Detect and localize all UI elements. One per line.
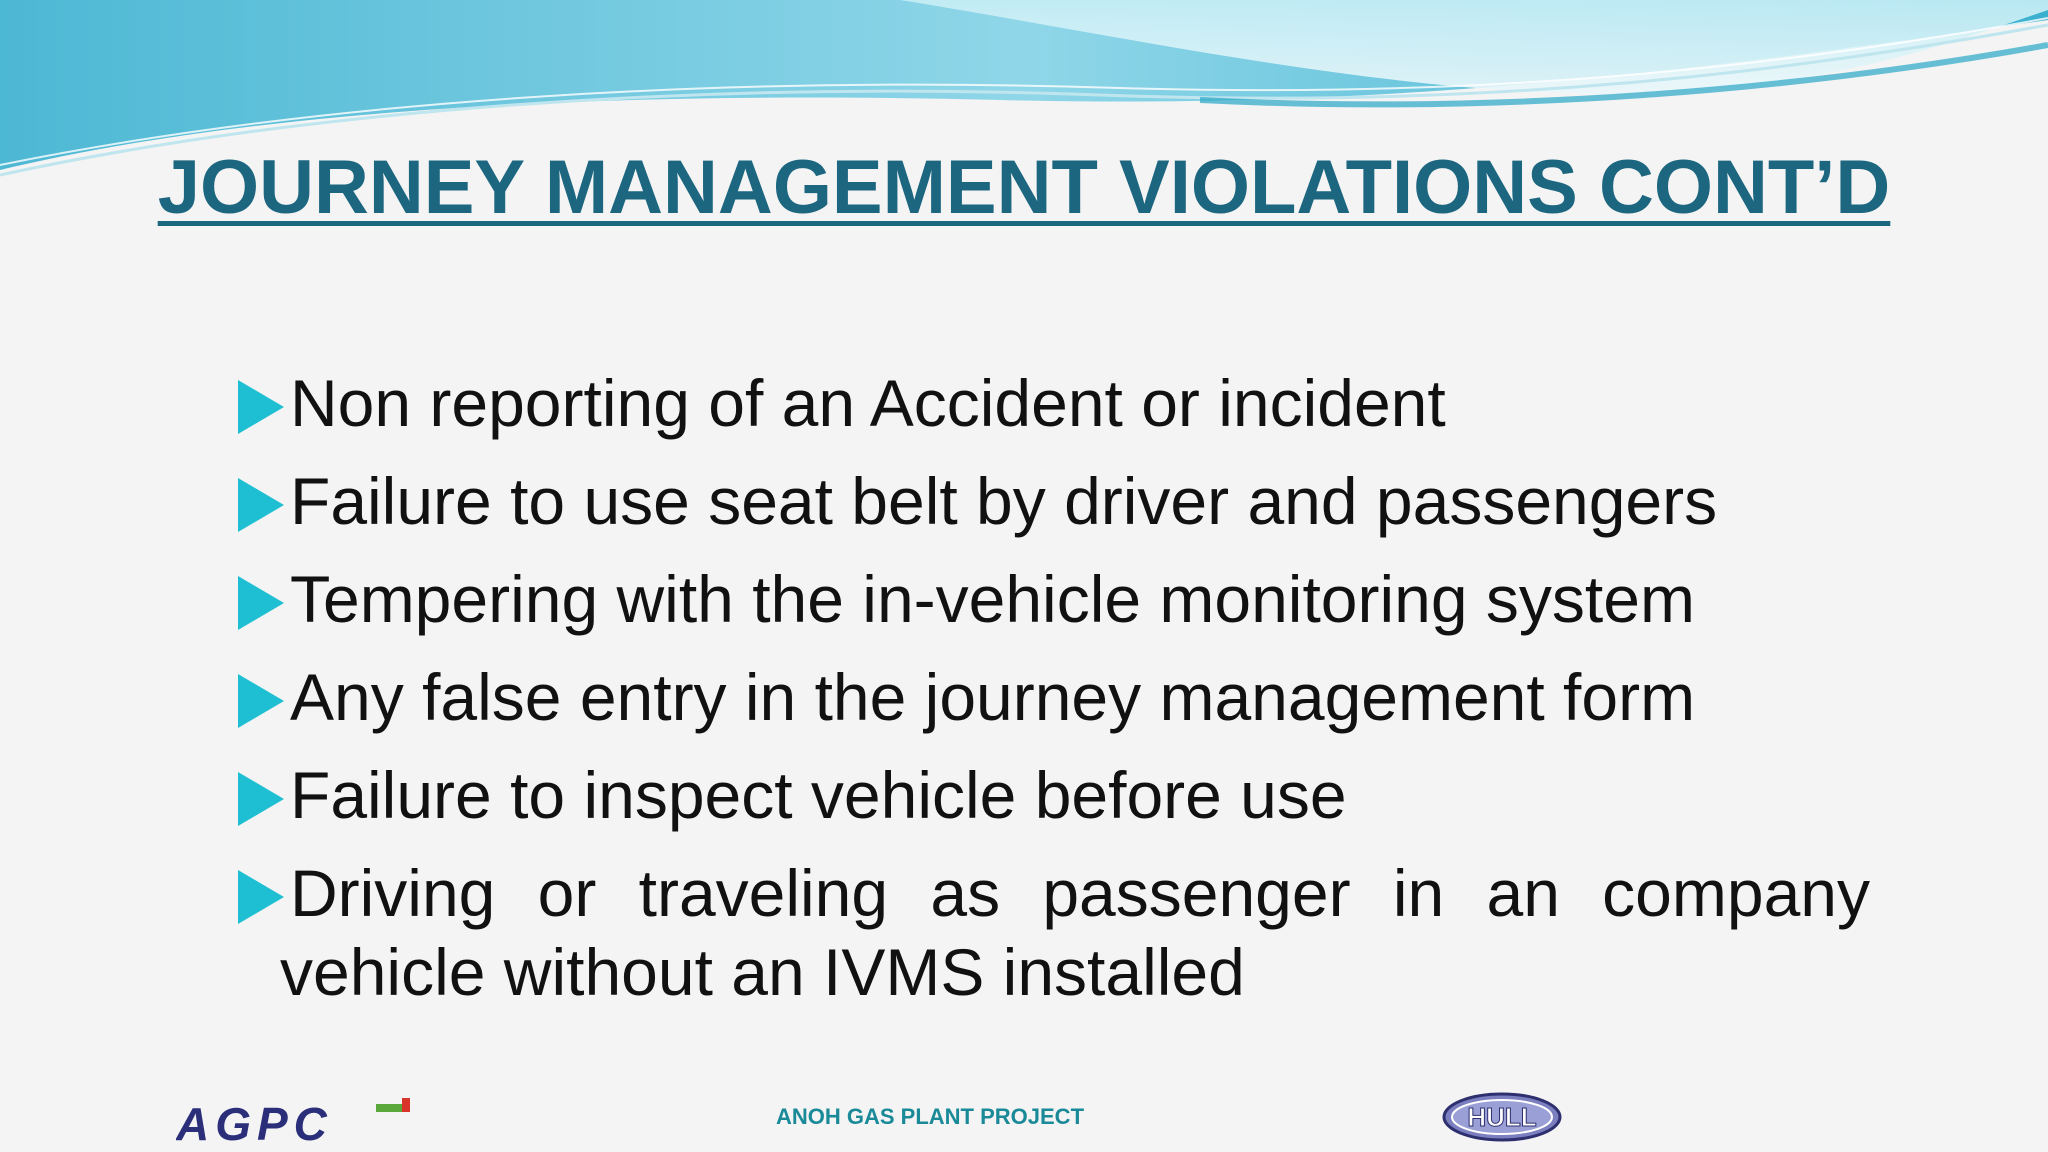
bullet-text: Any false entry in the journey management form: [290, 660, 1696, 734]
agpc-logo: [176, 1098, 416, 1148]
bullet-item: [234, 658, 1870, 737]
bullet-list: [234, 364, 1870, 1031]
slide-title-text: JOURNEY MANAGEMENT VIOLATIONS CONT’D: [157, 145, 1891, 230]
triangle-bullet-icon: [238, 772, 284, 826]
bullet-item: [234, 756, 1870, 835]
bullet-text-line-2: vehicle without an IVMS installed: [280, 935, 1245, 1009]
hull-logo-text: HULL: [1467, 1102, 1537, 1132]
slide-title: [0, 140, 2048, 236]
bullet-text: Non reporting of an Accident or incident: [290, 366, 1446, 440]
triangle-bullet-icon: [238, 478, 284, 532]
project-name-footer: ANOH GAS PLANT PROJECT: [775, 1104, 1085, 1129]
bullet-item: [234, 462, 1870, 541]
bullet-text-line-1: Driving or traveling as passenger in an company: [290, 856, 1870, 930]
bullet-item: [234, 364, 1870, 443]
triangle-bullet-icon: [238, 674, 284, 728]
triangle-bullet-icon: [238, 380, 284, 434]
bullet-text: Failure to use seat belt by driver and passengers: [290, 464, 1718, 538]
bullet-text: Tempering with the in-vehicle monitoring system: [290, 562, 1695, 636]
bullet-item: [234, 560, 1870, 639]
agpc-logo-text: AGPC: [176, 1098, 333, 1148]
triangle-bullet-icon: [238, 870, 284, 924]
bullet-item: [234, 854, 1870, 1012]
hull-logo: [1440, 1090, 1564, 1144]
bullet-text: Failure to inspect vehicle before use: [290, 758, 1347, 832]
triangle-bullet-icon: [238, 576, 284, 630]
